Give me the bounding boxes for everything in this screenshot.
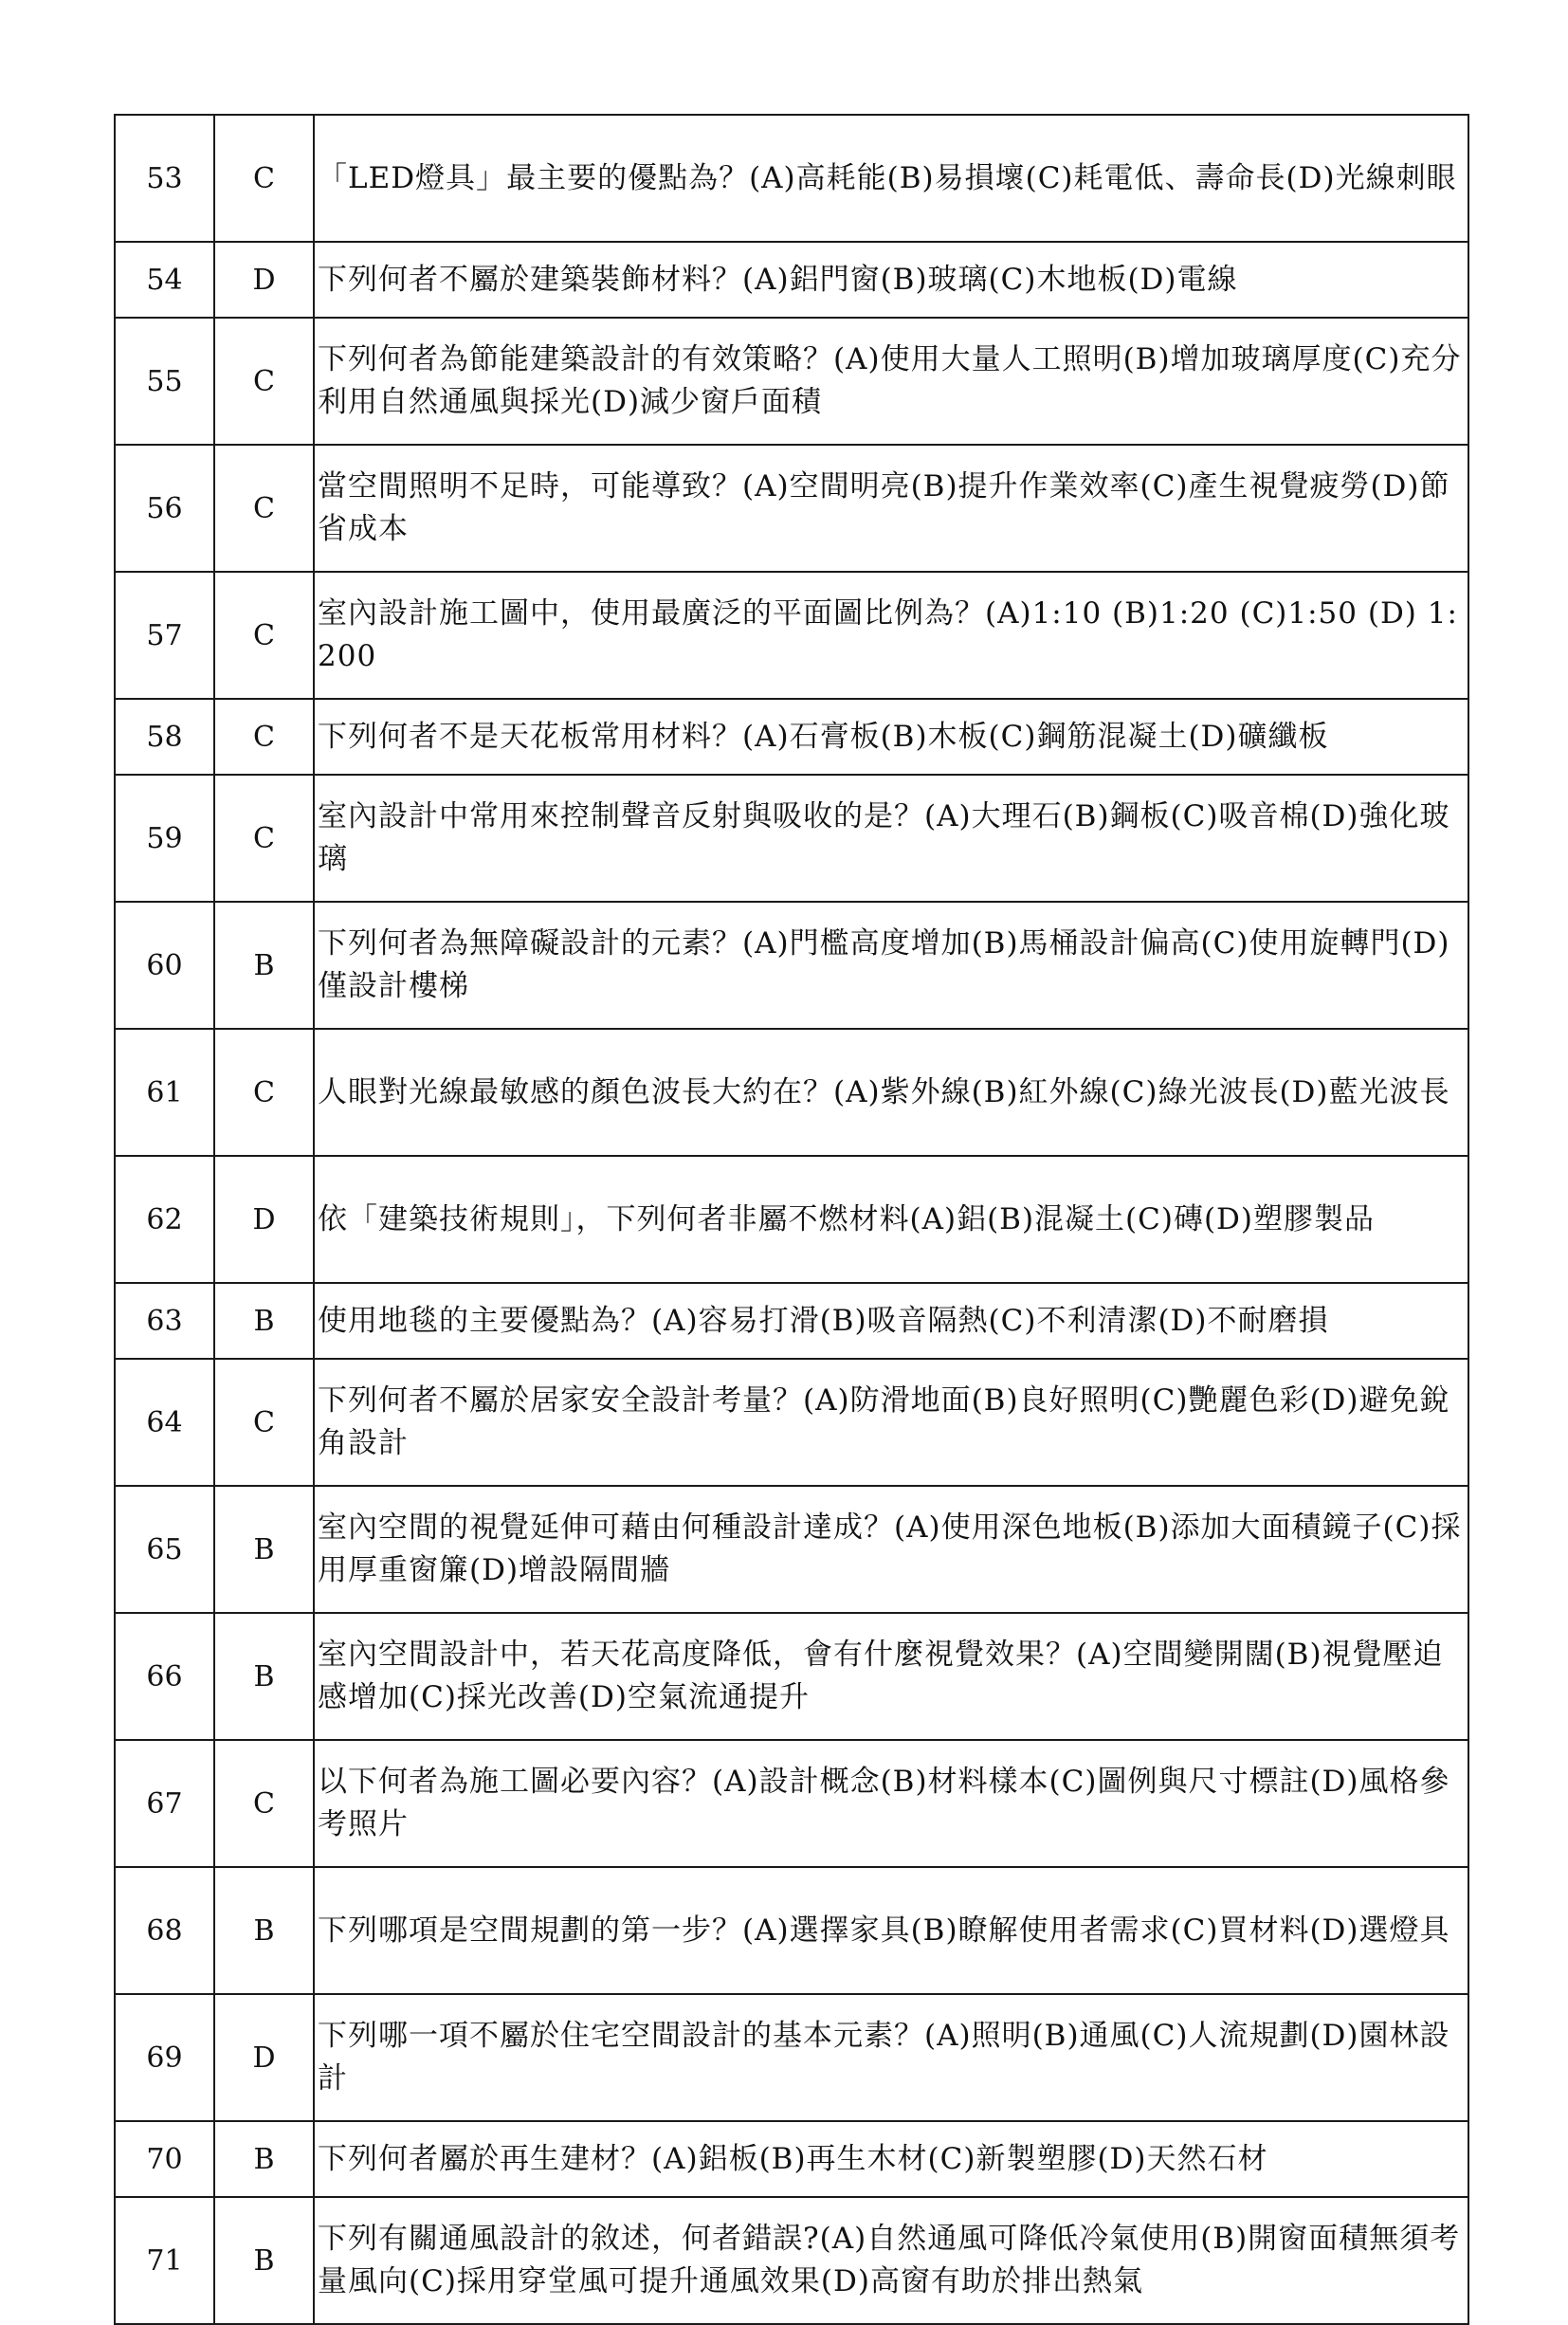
question-number: 55 — [115, 318, 214, 445]
table-row — [115, 1994, 1468, 2121]
table-row — [115, 318, 1468, 445]
question-text: 下列哪項是空間規劃的第一步？(A)選擇家具(B)瞭解使用者需求(C)買材料(D)選燈具 — [314, 1867, 1468, 1994]
question-number: 57 — [115, 572, 214, 699]
question-number: 63 — [115, 1283, 214, 1359]
table-row — [115, 572, 1468, 699]
question-number: 62 — [115, 1156, 214, 1283]
answer-key: D — [214, 1156, 314, 1283]
question-number: 70 — [115, 2121, 214, 2197]
question-number: 58 — [115, 699, 214, 775]
question-text: 以下何者為施工圖必要內容？(A)設計概念(B)材料樣本(C)圖例與尺寸標註(D)風格參考照片 — [314, 1740, 1468, 1867]
question-text: 下列何者為節能建築設計的有效策略？(A)使用大量人工照明(B)增加玻璃厚度(C)充分利用自然通風與採光(D)減少窗戶面積 — [314, 318, 1468, 445]
question-text: 使用地毯的主要優點為？(A)容易打滑(B)吸音隔熱(C)不利清潔(D)不耐磨損 — [314, 1283, 1468, 1359]
question-text: 下列何者為無障礙設計的元素？(A)門檻高度增加(B)馬桶設計偏高(C)使用旋轉門(D)僅設計樓梯 — [314, 902, 1468, 1029]
question-number: 53 — [115, 115, 214, 242]
question-text: 室內設計施工圖中，使用最廣泛的平面圖比例為？(A)1:10 (B)1:20 (C)1:50 (D) 1:200 — [314, 572, 1468, 699]
answer-key: C — [214, 1740, 314, 1867]
table-row — [115, 1029, 1468, 1156]
question-number: 71 — [115, 2197, 214, 2324]
question-number: 66 — [115, 1613, 214, 1740]
table-row — [115, 1486, 1468, 1613]
question-text: 下列何者不是天花板常用材料？(A)石膏板(B)木板(C)鋼筋混凝土(D)礦纖板 — [314, 699, 1468, 775]
question-text: 室內設計中常用來控制聲音反射與吸收的是？(A)大理石(B)鋼板(C)吸音棉(D)強化玻璃 — [314, 775, 1468, 902]
question-number: 54 — [115, 242, 214, 318]
answer-key: C — [214, 445, 314, 572]
answer-key: B — [214, 1613, 314, 1740]
question-table — [114, 114, 1469, 2325]
table-row — [115, 699, 1468, 775]
answer-key: D — [214, 1994, 314, 2121]
table-row — [115, 1613, 1468, 1740]
table-row — [115, 1740, 1468, 1867]
answer-key: C — [214, 572, 314, 699]
table-row — [115, 115, 1468, 242]
table-row — [115, 2121, 1468, 2197]
table-row — [115, 902, 1468, 1029]
question-number: 59 — [115, 775, 214, 902]
table-row — [115, 775, 1468, 902]
question-text: 下列何者不屬於居家安全設計考量？(A)防滑地面(B)良好照明(C)艷麗色彩(D)避免銳角設計 — [314, 1359, 1468, 1486]
table-row — [115, 1867, 1468, 1994]
answer-key: B — [214, 1867, 314, 1994]
table-row — [115, 1359, 1468, 1486]
question-text: 當空間照明不足時，可能導致？(A)空間明亮(B)提升作業效率(C)產生視覺疲勞(D)節省成本 — [314, 445, 1468, 572]
table-row — [115, 242, 1468, 318]
question-text: 下列何者屬於再生建材？(A)鋁板(B)再生木材(C)新製塑膠(D)天然石材 — [314, 2121, 1468, 2197]
question-number: 69 — [115, 1994, 214, 2121]
question-number: 64 — [115, 1359, 214, 1486]
question-number: 68 — [115, 1867, 214, 1994]
table-row — [115, 2197, 1468, 2324]
answer-key: B — [214, 2121, 314, 2197]
answer-key: D — [214, 242, 314, 318]
answer-key: B — [214, 1486, 314, 1613]
question-number: 56 — [115, 445, 214, 572]
answer-key: C — [214, 318, 314, 445]
question-text: 「LED燈具」最主要的優點為？(A)高耗能(B)易損壞(C)耗電低、壽命長(D)光線刺眼 — [314, 115, 1468, 242]
table-row — [115, 1283, 1468, 1359]
question-text: 下列有關通風設計的敘述，何者錯誤?(A)自然通風可降低冷氣使用(B)開窗面積無須考量風向(C)採用穿堂風可提升通風效果(D)高窗有助於排出熱氣 — [314, 2197, 1468, 2324]
question-text: 下列哪一項不屬於住宅空間設計的基本元素？(A)照明(B)通風(C)人流規劃(D)園林設計 — [314, 1994, 1468, 2121]
table-row — [115, 445, 1468, 572]
answer-key: C — [214, 1359, 314, 1486]
answer-key: C — [214, 699, 314, 775]
question-text: 下列何者不屬於建築裝飾材料？(A)鋁門窗(B)玻璃(C)木地板(D)電線 — [314, 242, 1468, 318]
answer-key: C — [214, 775, 314, 902]
answer-key: B — [214, 1283, 314, 1359]
table-row — [115, 1156, 1468, 1283]
answer-key: B — [214, 902, 314, 1029]
question-text: 人眼對光線最敏感的顏色波長大約在？(A)紫外線(B)紅外線(C)綠光波長(D)藍光波長 — [314, 1029, 1468, 1156]
question-number: 60 — [115, 902, 214, 1029]
answer-key: C — [214, 115, 314, 242]
answer-key: C — [214, 1029, 314, 1156]
question-number: 65 — [115, 1486, 214, 1613]
question-number: 61 — [115, 1029, 214, 1156]
question-table-body — [115, 115, 1468, 2324]
question-number: 67 — [115, 1740, 214, 1867]
question-text: 室內空間設計中，若天花高度降低，會有什麼視覺效果？(A)空間變開闊(B)視覺壓迫感增加(C)採光改善(D)空氣流通提升 — [314, 1613, 1468, 1740]
question-text: 依「建築技術規則」，下列何者非屬不燃材料(A)鋁(B)混凝土(C)磚(D)塑膠製品 — [314, 1156, 1468, 1283]
answer-key: B — [214, 2197, 314, 2324]
question-text: 室內空間的視覺延伸可藉由何種設計達成？(A)使用深色地板(B)添加大面積鏡子(C)採用厚重窗簾(D)增設隔間牆 — [314, 1486, 1468, 1613]
